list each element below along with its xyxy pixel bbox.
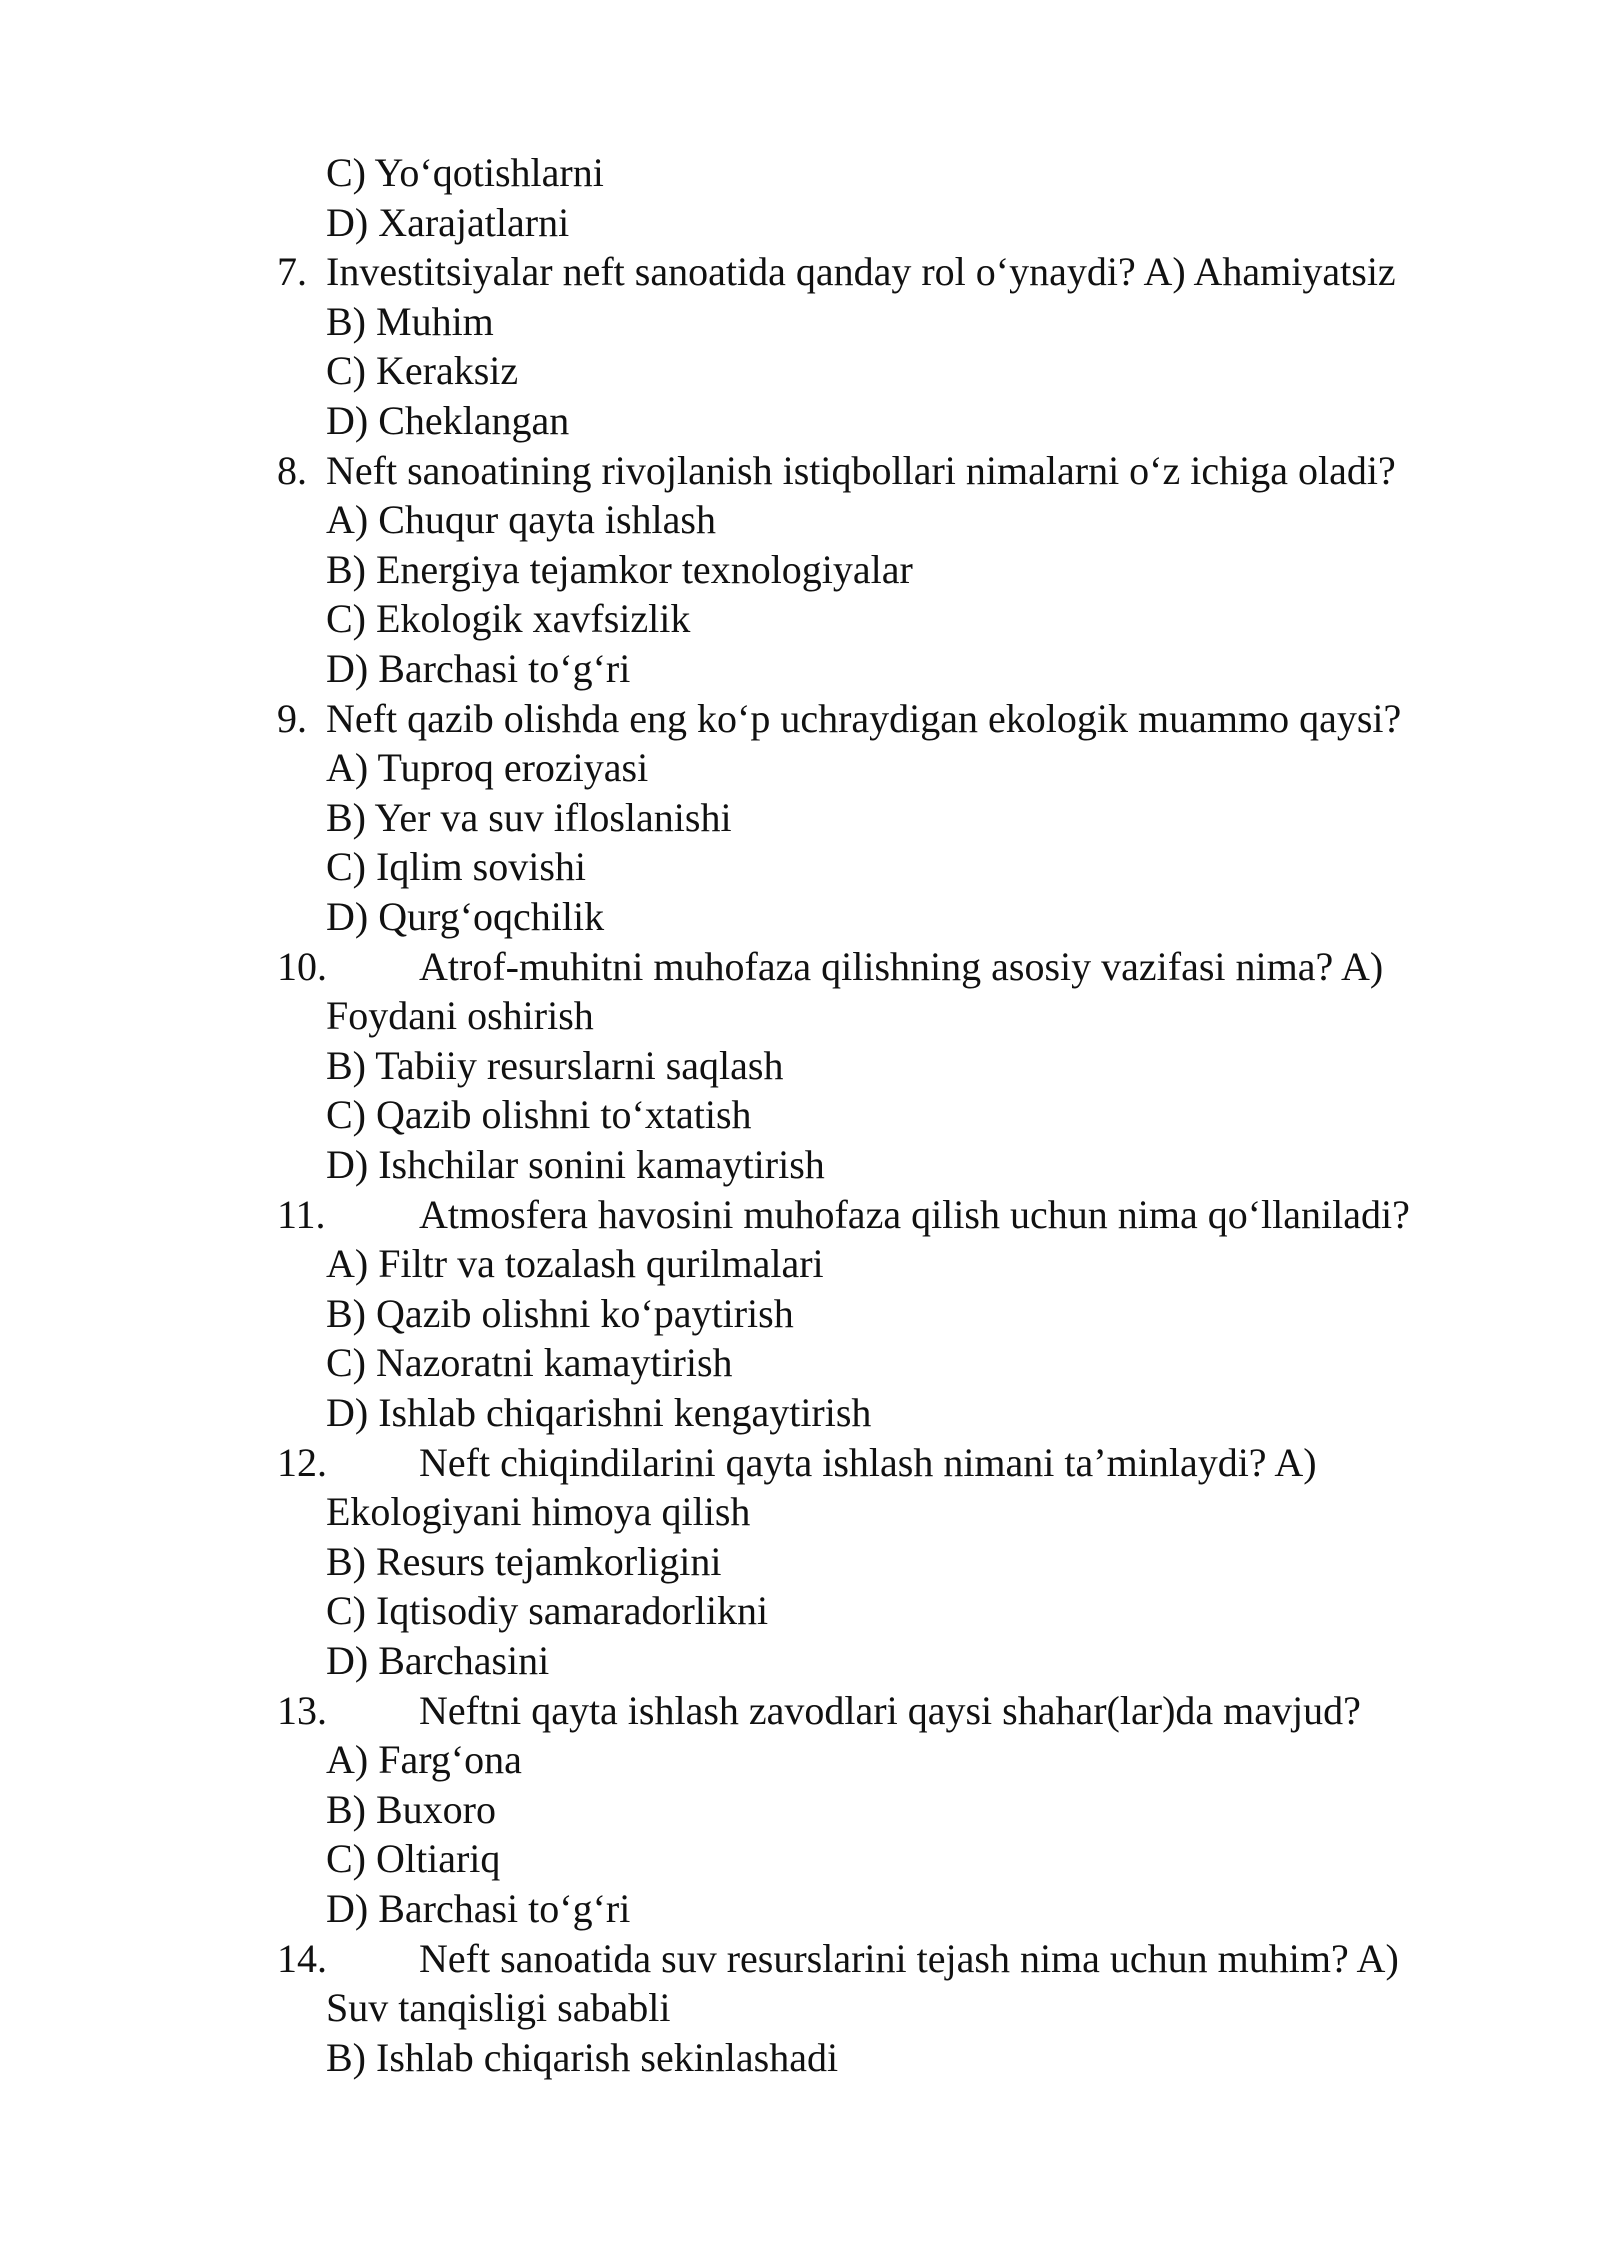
question-number: 11.: [277, 1192, 326, 1237]
answer-option: C) Ekologik xavfsizlik: [326, 596, 691, 641]
answer-option: A) Chuqur qayta ishlash: [326, 497, 716, 542]
answer-option: B) Qazib olishni ko‘paytirish: [326, 1291, 794, 1336]
question-text: Atrof-muhitni muhofaza qilishning asosiy vazifasi nima? A): [419, 944, 1384, 989]
answer-option: B) Ishlab chiqarish sekinlashadi: [326, 2035, 839, 2080]
question-number: 13.: [277, 1688, 327, 1733]
question-text: Neft sanoatining rivojlanish istiqbollari nimalarni o‘z ichiga oladi?: [326, 448, 1396, 493]
answer-option: D) Barchasi to‘g‘ri: [326, 1886, 631, 1931]
answer-option: Ekologiyani himoya qilish: [326, 1489, 751, 1534]
question-text: Investitsiyalar neft sanoatida qanday rol o‘ynaydi? A) Ahamiyatsiz: [326, 249, 1396, 294]
question-text: Neft qazib olishda eng ko‘p uchraydigan ekologik muammo qaysi?: [326, 696, 1402, 741]
question-text: Neft chiqindilarini qayta ishlash nimani ta’minlaydi? A): [419, 1440, 1317, 1485]
answer-option: Foydani oshirish: [326, 993, 594, 1038]
answer-option: C) Nazoratni kamaytirish: [326, 1340, 733, 1385]
answer-option: D) Barchasini: [326, 1638, 550, 1683]
answer-option: Suv tanqisligi sababli: [326, 1985, 671, 2030]
answer-option: D) Ishlab chiqarishni kengaytirish: [326, 1390, 872, 1435]
answer-option: D) Ishchilar sonini kamaytirish: [326, 1142, 825, 1187]
answer-option: D) Cheklangan: [326, 398, 570, 443]
answer-option: B) Muhim: [326, 299, 494, 344]
answer-option: C) Qazib olishni to‘xtatish: [326, 1092, 752, 1137]
answer-option: B) Buxoro: [326, 1787, 496, 1832]
answer-option: C) Keraksiz: [326, 348, 519, 393]
answer-option: C) Oltiariq: [326, 1836, 501, 1881]
question-number: 9.: [277, 696, 307, 741]
answer-option: B) Tabiiy resurslarni saqlash: [326, 1043, 784, 1088]
answer-option: A) Filtr va tozalash qurilmalari: [326, 1241, 824, 1286]
question-number: 7.: [277, 249, 307, 294]
answer-option: B) Yer va suv ifloslanishi: [326, 795, 732, 840]
answer-option: D) Barchasi to‘g‘ri: [326, 646, 631, 691]
answer-option: D) Xarajatlarni: [326, 200, 570, 245]
answer-option: A) Tuproq eroziyasi: [326, 745, 649, 790]
answer-option: B) Energiya tejamkor texnologiyalar: [326, 547, 913, 592]
answer-option: C) Yo‘qotishlarni: [326, 150, 604, 195]
answer-option: A) Farg‘ona: [326, 1737, 522, 1782]
question-text: Neftni qayta ishlash zavodlari qaysi shahar(lar)da mavjud?: [419, 1688, 1361, 1733]
answer-option: C) Iqlim sovishi: [326, 844, 587, 889]
answer-option: D) Qurg‘oqchilik: [326, 894, 605, 939]
question-number: 12.: [277, 1440, 327, 1485]
question-text: Atmosfera havosini muhofaza qilish uchun nima qo‘llaniladi?: [419, 1192, 1410, 1237]
question-number: 10.: [277, 944, 327, 989]
question-text: Neft sanoatida suv resurslarini tejash nima uchun muhim? A): [419, 1936, 1399, 1981]
question-number: 8.: [277, 448, 307, 493]
answer-option: B) Resurs tejamkorligini: [326, 1539, 722, 1584]
question-number: 14.: [277, 1936, 327, 1981]
answer-option: C) Iqtisodiy samaradorlikni: [326, 1588, 769, 1633]
